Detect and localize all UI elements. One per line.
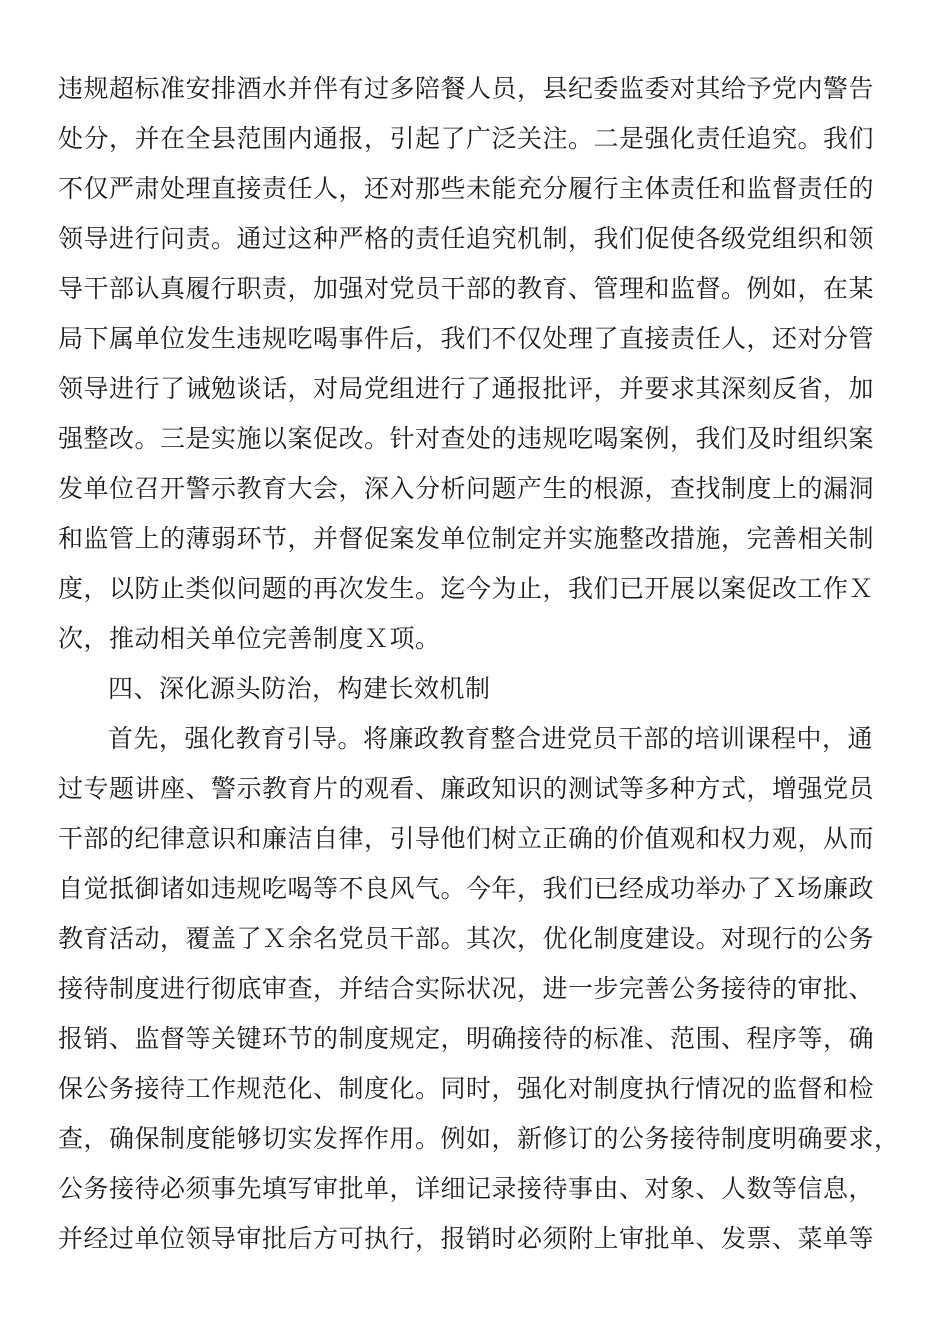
text-line: 强整改。三是实施以案促改。针对查处的违规吃喝案例，我们及时组织案 bbox=[58, 424, 875, 453]
text-line: 不仅严肃处理直接责任人，还对那些未能充分履行主体责任和监督责任的 bbox=[58, 174, 875, 203]
text-line: 干部的纪律意识和廉洁自律，引导他们树立正确的价值观和权力观，从而 bbox=[58, 824, 875, 853]
section-heading: 四、深化源头防治，构建长效机制 bbox=[108, 674, 491, 703]
paragraph-start-line: 首先，强化教育引导。将廉政教育整合进党员干部的培训课程中，通 bbox=[108, 724, 874, 753]
text-line: 违规超标准安排酒水并伴有过多陪餐人员，县纪委监委对其给予党内警告 bbox=[58, 74, 875, 103]
text-line: 保公务接待工作规范化、制度化。同时，强化对制度执行情况的监督和检 bbox=[58, 1074, 875, 1103]
text-line: 查，确保制度能够切实发挥作用。例如，新修订的公务接待制度明确要求， bbox=[58, 1124, 900, 1153]
text-line: 领导进行了诫勉谈话，对局党组进行了通报批评，并要求其深刻反省，加 bbox=[58, 374, 875, 403]
text-line: 过专题讲座、警示教育片的观看、廉政知识的测试等多种方式，增强党员 bbox=[58, 774, 875, 803]
text-line: 教育活动，覆盖了Ｘ余名党员干部。其次，优化制度建设。对现行的公务 bbox=[58, 924, 875, 953]
text-line: 处分，并在全县范围内通报，引起了广泛关注。二是强化责任追究。我们 bbox=[58, 124, 875, 153]
text-line: 度，以防止类似问题的再次发生。迄今为止，我们已开展以案促改工作Ｘ bbox=[58, 574, 875, 603]
text-line: 局下属单位发生违规吃喝事件后，我们不仅处理了直接责任人，还对分管 bbox=[58, 324, 875, 353]
text-line: 导干部认真履行职责，加强对党员干部的教育、管理和监督。例如，在某 bbox=[58, 274, 875, 303]
text-line: 报销、监督等关键环节的制度规定，明确接待的标准、范围、程序等，确 bbox=[58, 1024, 875, 1053]
text-line: 接待制度进行彻底审查，并结合实际状况，进一步完善公务接待的审批、 bbox=[58, 974, 875, 1003]
text-line: 次，推动相关单位完善制度Ｘ项。 bbox=[58, 624, 441, 653]
text-line: 领导进行问责。通过这种严格的责任追究机制，我们促使各级党组织和领 bbox=[58, 224, 875, 253]
text-line: 发单位召开警示教育大会，深入分析问题产生的根源，查找制度上的漏洞 bbox=[58, 474, 875, 503]
text-line: 并经过单位领导审批后方可执行，报销时必须附上审批单、发票、菜单等 bbox=[58, 1224, 875, 1253]
text-line: 公务接待必须事先填写审批单，详细记录接待事由、对象、人数等信息， bbox=[58, 1174, 875, 1203]
text-line: 和监管上的薄弱环节，并督促案发单位制定并实施整改措施，完善相关制 bbox=[58, 524, 875, 553]
text-line: 自觉抵御诸如违规吃喝等不良风气。今年，我们已经成功举办了Ｘ场廉政 bbox=[58, 874, 875, 903]
